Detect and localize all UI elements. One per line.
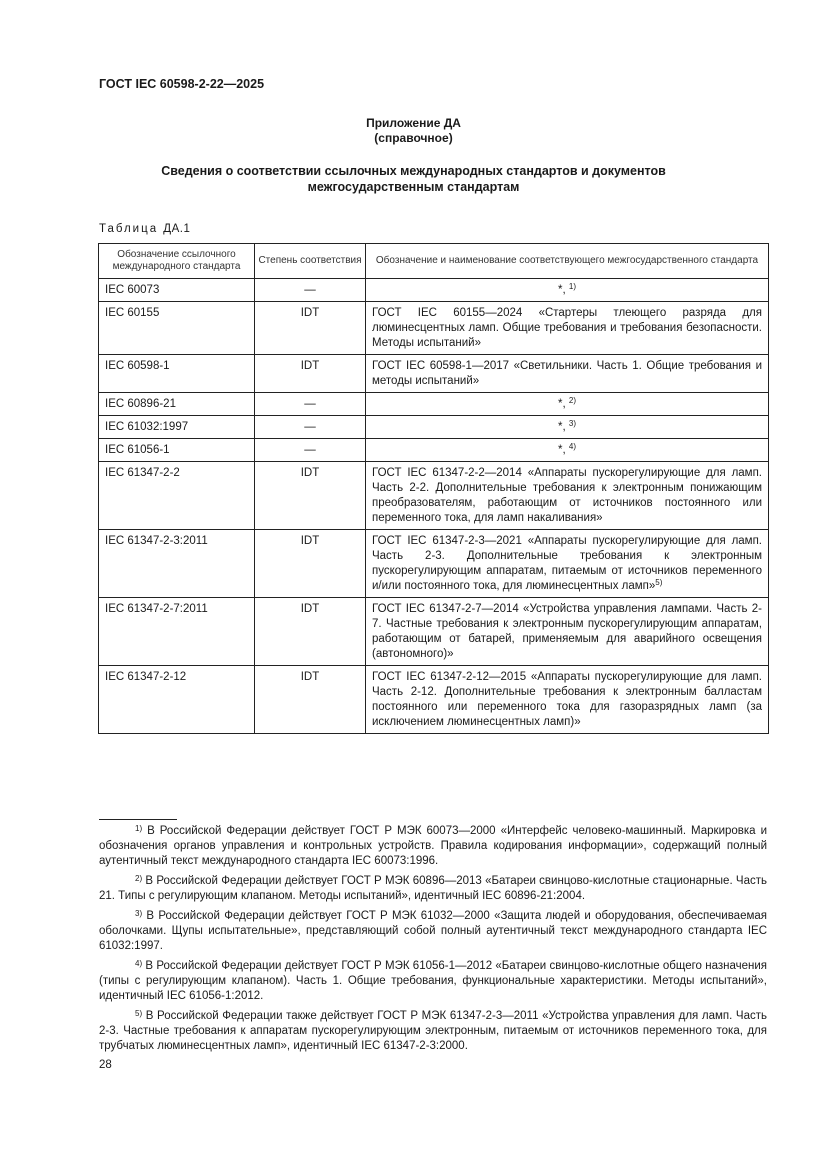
- cell-degree: —: [255, 439, 366, 462]
- footnote-mark: 1): [135, 824, 143, 833]
- cell-degree: —: [255, 393, 366, 416]
- cell-reference: IEC 60073: [99, 279, 255, 302]
- cell-standard: ГОСТ IEC 60598-1—2017 «Светильники. Часть 1. Общие требования и методы испытаний»: [366, 355, 769, 393]
- cell-standard: *, $^{4)}$: [366, 439, 769, 462]
- cell-reference: IEC 60896-21: [99, 393, 255, 416]
- cell-reference: IEC 60598-1: [99, 355, 255, 393]
- cell-reference: IEC 60155: [99, 302, 255, 355]
- cell-degree: —: [255, 279, 366, 302]
- cell-reference: IEC 61347-2-7:2011: [99, 598, 255, 666]
- annex-subtitle: (справочное): [374, 131, 453, 145]
- footnote-mark: 3): [135, 909, 143, 918]
- cell-standard: ГОСТ IEC 60155—2024 «Стартеры тлеющего разряда для люминесцентных ламп. Общие требования и требования безопасности. Методы испытаний»: [366, 302, 769, 355]
- table-caption-word: Таблица: [99, 223, 159, 235]
- cell-standard: *, $^{1)}$: [366, 279, 769, 302]
- cell-reference: IEC 61032:1997: [99, 416, 255, 439]
- document-code: ГОСТ IEC 60598-2-22—2025: [99, 77, 265, 91]
- cell-reference: IEC 61347-2-3:2011: [99, 530, 255, 598]
- table-row: [99, 439, 769, 462]
- footnotes: [99, 824, 767, 1059]
- table-row: [99, 279, 769, 302]
- cell-degree: IDT: [255, 598, 366, 666]
- cell-degree: IDT: [255, 666, 366, 734]
- cell-degree: IDT: [255, 302, 366, 355]
- table-row: [99, 302, 769, 355]
- table-row: [99, 598, 769, 666]
- cell-standard: *, $^{3)}$: [366, 416, 769, 439]
- main-title: [120, 163, 707, 195]
- cell-standard: ГОСТ IEC 61347-2-7—2014 «Устройства управления лампами. Часть 2-7. Частные требования к электронным пускорегулирующим аппаратам, работающим от батарей, применяемым для аварийного освещения (автономного)»: [366, 598, 769, 666]
- header-degree: Степень соответствия: [255, 244, 366, 279]
- cell-standard: ГОСТ IEC 61347-2-3—2021 «Аппараты пускорегулирующие для ламп. Часть 2-3. Дополнительные требования к электронным пускорегулирующим аппаратам, питаемым от источников переменного и/или постоянного тока, для люминесцентных ламп»$^{5)}$: [366, 530, 769, 598]
- annex-title: Приложение ДА: [366, 116, 461, 130]
- main-title-line-2: межгосударственным стандартам: [307, 180, 520, 194]
- cell-standard: ГОСТ IEC 61347-2-2—2014 «Аппараты пускорегулирующие для ламп. Часть 2-2. Дополнительные требования к электронным понижающим преобразователям, работающим от источников постоянного или переменного тока, для ламп накаливания»: [366, 462, 769, 530]
- table-caption: [99, 223, 190, 235]
- header-reference-standard: Обозначение ссылочного международного стандарта: [99, 244, 255, 279]
- footnote: $^{1)}$ В Российской Федерации действует ГОСТ Р МЭК 60073—2000 «Интерфейс человеко-машинный. Маркировка и обозначения органов управления и контрольных устройств. Правила кодирования информации», содержащий полный аутентичный текст международного стандарта IEC 60073:1996.: [99, 824, 767, 867]
- footnote-mark: 2): [135, 874, 143, 883]
- main-title-line-1: Сведения о соответствии ссылочных международных стандартов и документов: [161, 164, 666, 178]
- cell-reference: IEC 61347-2-12: [99, 666, 255, 734]
- footnote: $^{2)}$ В Российской Федерации действует ГОСТ Р МЭК 60896—2013 «Батареи свинцово-кислотные стационарные. Часть 21. Типы с регулирующим клапаном. Методы испытаний», идентичный IEC 60896-21:2004.: [99, 874, 767, 902]
- cell-standard: ГОСТ IEC 61347-2-12—2015 «Аппараты пускорегулирующие для ламп. Часть 2-12. Дополнительные требования к электронным балластам постоянного или переменного тока для газоразрядных ламп (за исключением люминесцентных ламп)»: [366, 666, 769, 734]
- cell-degree: IDT: [255, 530, 366, 598]
- table-row: [99, 666, 769, 734]
- table-row: [99, 462, 769, 530]
- table-row: [99, 393, 769, 416]
- cell-degree: IDT: [255, 355, 366, 393]
- table-caption-number: ДА.1: [163, 223, 191, 235]
- table-row: [99, 355, 769, 393]
- cell-reference: IEC 61056-1: [99, 439, 255, 462]
- page-number: 28: [99, 1059, 112, 1071]
- correspondence-table: [98, 243, 769, 734]
- header-interstate-standard: Обозначение и наименование соответствующего межгосударственного стандарта: [366, 244, 769, 279]
- footnote: $^{4)}$ В Российской Федерации действует ГОСТ Р МЭК 61056-1—2012 «Батареи свинцово-кислотные общего назначения (типы с регулирующим клапаном). Часть 1. Общие требования, функциональные характеристики. Методы испытаний», идентичный IEC 61056-1:2012.: [99, 959, 767, 1002]
- cell-degree: IDT: [255, 462, 366, 530]
- footnote: $^{5)}$ В Российской Федерации также действует ГОСТ Р МЭК 61347-2-3—2011 «Устройства управления для ламп. Часть 2-3. Частные требования к аппаратам пускорегулирующим электронным, питаемым от источников переменного тока, для трубчатых люминесцентных ламп», идентичный IEC 61347-2-3:2000.: [99, 1009, 767, 1052]
- table-row: [99, 530, 769, 598]
- annex-heading: [0, 116, 827, 146]
- table-row: [99, 416, 769, 439]
- cell-reference: IEC 61347-2-2: [99, 462, 255, 530]
- table-header-row: [99, 244, 769, 279]
- footnote-divider: [99, 819, 177, 820]
- footnote-mark: 4): [135, 959, 143, 968]
- cell-degree: —: [255, 416, 366, 439]
- cell-standard: *, $^{2)}$: [366, 393, 769, 416]
- footnote: $^{3)}$ В Российской Федерации действует ГОСТ Р МЭК 61032—2000 «Защита людей и оборудования, обеспечиваемая оболочками. Щупы испытательные», представляющий собой полный аутентичный текст международного стандарта IEC 61032:1997.: [99, 909, 767, 952]
- footnote-mark: 5): [135, 1009, 143, 1018]
